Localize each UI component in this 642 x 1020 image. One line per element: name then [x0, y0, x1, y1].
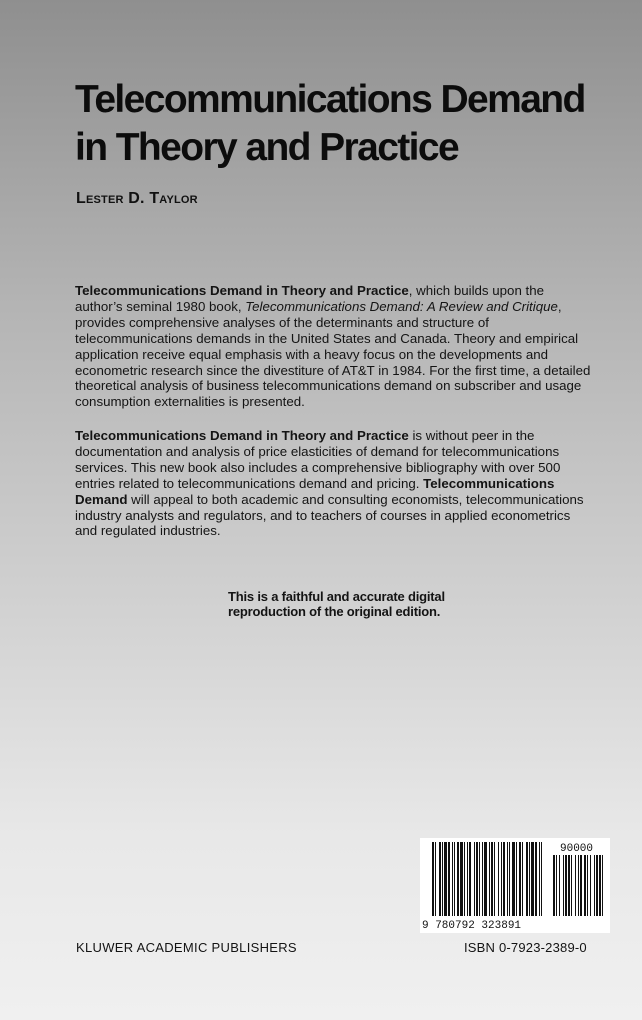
- blurb-paragraph-2: [75, 428, 595, 539]
- barcode-bar: [531, 842, 534, 916]
- barcode-bar: [575, 855, 576, 916]
- barcode-bar: [494, 842, 495, 916]
- barcode-bar: [442, 842, 443, 916]
- barcode-bar: [482, 842, 483, 916]
- barcode-bar: [529, 842, 530, 916]
- barcode-bar: [553, 855, 555, 916]
- barcode-number: 9 780792 323891: [422, 920, 522, 932]
- barcode-bar: [469, 842, 471, 916]
- barcode-addon-number: 90000: [560, 843, 594, 855]
- barcode-bar: [596, 855, 598, 916]
- barcode-bar: [522, 842, 523, 916]
- barcode-bar: [516, 842, 517, 916]
- barcode-graphic: [420, 838, 610, 933]
- barcode-bar: [541, 842, 542, 916]
- barcode-bar: [594, 855, 595, 916]
- barcode-bar: [590, 855, 591, 916]
- blurb-2-text-a: is without peer in the documentation and analysis of price elasticities of demand for telecommunications services. This new book also includes a comprehensive bibliography with over 500 entries related to telecommunications demand and pricing.: [75, 428, 561, 491]
- barcode-bar: [491, 842, 493, 916]
- barcode-bar: [519, 842, 521, 916]
- barcode-bar: [464, 842, 465, 916]
- barcode-bar: [587, 855, 588, 916]
- blurb-1-bold-title: Telecommunications Demand in Theory and Practice: [75, 283, 409, 298]
- barcode-bar: [526, 842, 528, 916]
- barcode-bar: [578, 855, 579, 916]
- blurb-paragraph-1: [75, 283, 595, 410]
- book-title-line-1: Telecommunications Demand: [75, 78, 585, 121]
- barcode-bar: [568, 855, 570, 916]
- barcode-bar: [556, 855, 557, 916]
- barcode-bar: [460, 842, 463, 916]
- book-title: [75, 76, 615, 172]
- barcode-bar: [435, 842, 436, 916]
- barcode-bar: [501, 842, 502, 916]
- barcode-bar: [539, 842, 540, 916]
- barcode-bar: [498, 842, 499, 916]
- barcode-bar: [512, 842, 515, 916]
- barcode-bar: [439, 842, 441, 916]
- barcode-addon-bars: [553, 855, 603, 916]
- barcode-bar: [580, 855, 582, 916]
- barcode-bar: [571, 855, 572, 916]
- barcode-bar: [559, 855, 560, 916]
- barcode-bar: [503, 842, 505, 916]
- isbn-number: ISBN 0-7923-2389-0: [464, 940, 587, 955]
- barcode-bar: [432, 842, 434, 916]
- reproduction-note: [228, 589, 468, 619]
- barcode-bar: [476, 842, 478, 916]
- barcode-bar: [474, 842, 475, 916]
- barcode-bar: [599, 855, 601, 916]
- barcode-bar: [489, 842, 490, 916]
- barcode-main-bars: [432, 842, 542, 916]
- barcode-bar: [479, 842, 480, 916]
- barcode-bar: [457, 842, 459, 916]
- barcode-bar: [467, 842, 468, 916]
- blurb-2-bold-short: Telecommunications Demand: [75, 475, 555, 507]
- reproduction-note-line-2: reproduction of the original edition.: [228, 604, 441, 619]
- barcode-bar: [565, 855, 567, 916]
- publisher-name: KLUWER ACADEMIC PUBLISHERS: [76, 940, 297, 955]
- blurb-1-italic-title: Telecommunications Demand: A Review and Critique: [245, 298, 558, 314]
- book-title-line-2: in Theory and Practice: [75, 126, 459, 169]
- blurb-1-text-b: , provides comprehensive analyses of the determinants and structure of telecommunications demands in the United States and Canada. Theory and empirical application receive equal emphasis with a heavy focus on the developments and econometric research since the divestiture of AT&T in 1984. For the first time, a detailed theoretical analysis of business telecommunications demand on subscriber and usage consumption externalities is presented.: [75, 298, 591, 410]
- reproduction-note-line-1: This is a faithful and accurate digital: [228, 589, 445, 604]
- author-name: Lester D. Taylor: [76, 190, 198, 207]
- barcode-bar: [509, 842, 510, 916]
- barcode-bar: [507, 842, 508, 916]
- blurb-2-text-b: will appeal to both academic and consulting economists, telecommunications industry analysts and regulators, and to teachers of courses in applied econometrics and regulated industries.: [75, 491, 584, 539]
- barcode-bar: [452, 842, 453, 916]
- barcode-bar: [484, 842, 487, 916]
- isbn-barcode: [420, 838, 610, 933]
- barcode-bar: [563, 855, 564, 916]
- barcode-bar: [535, 842, 537, 916]
- barcode-bar: [454, 842, 455, 916]
- blurb-1-text-a: , which builds upon the author’s seminal 1980 book,: [75, 283, 545, 314]
- barcode-bar: [584, 855, 586, 916]
- barcode-bar: [448, 842, 450, 916]
- barcode-bar: [602, 855, 603, 916]
- blurb-2-bold-title: Telecommunications Demand in Theory and Practice: [75, 428, 409, 443]
- barcode-bar: [444, 842, 447, 916]
